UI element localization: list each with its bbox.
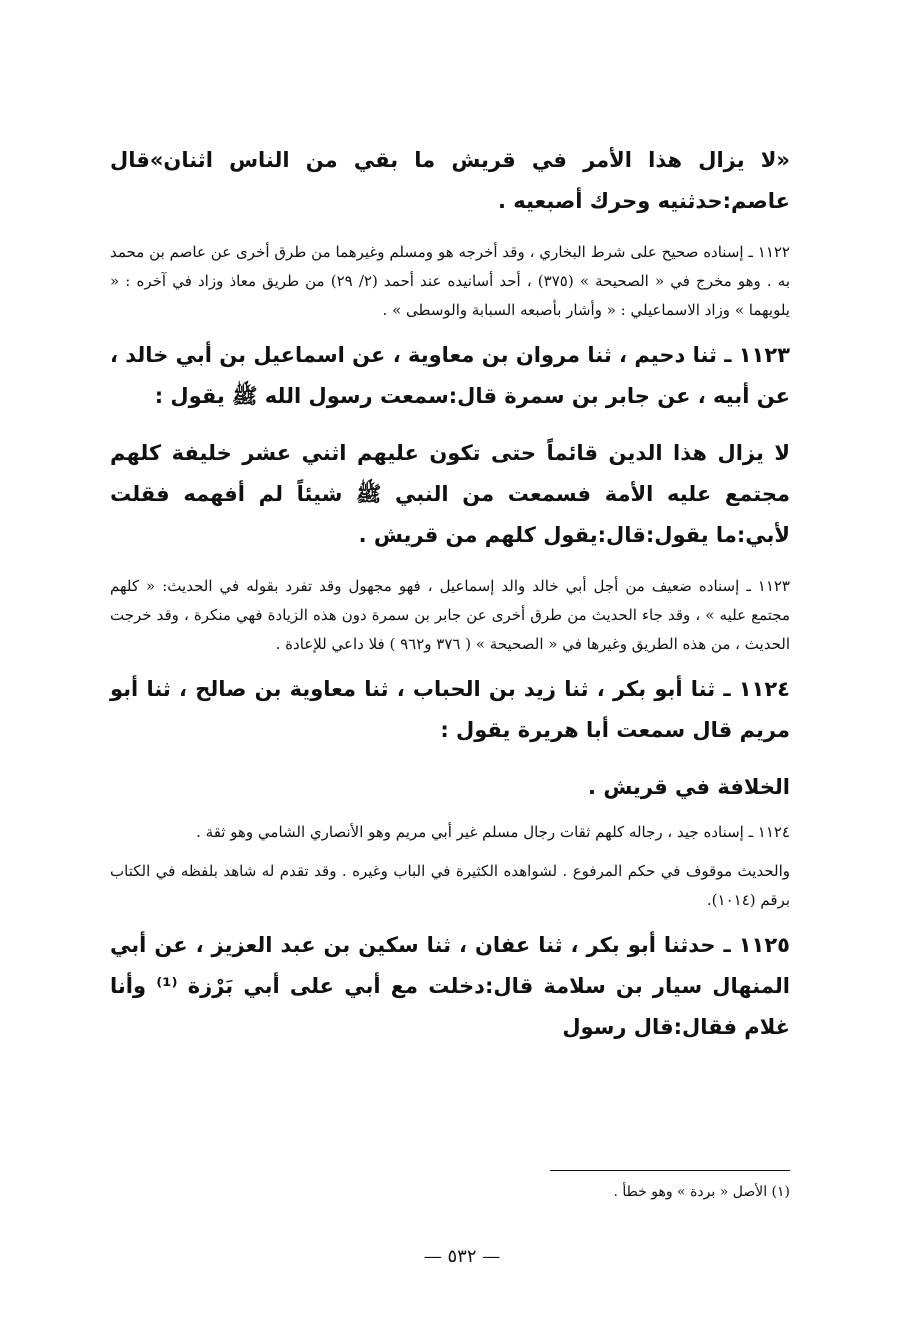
hadith-1124-isnad: ١١٢٤ ـ ثنا أبو بكر ، ثنا زيد بن الحباب ، ثنا معاوية بن صالح ، ثنا أبو مريم قال سمعت أبا هريرة يقول : <box>110 677 790 742</box>
commentary-1124-continued: والحديث موقوف في حكم المرفوع . لشواهده الكثيرة في الباب وغيره . وقد تقدم له شاهد بلفظه في الكتاب برقم (١٠١٤). <box>110 862 790 909</box>
hadith-1123-text: لا يزال هذا الدين قائماً حتى تكون عليهم اثني عشر خليفة كلهم مجتمع عليه الأمة فسمعت من النبي ﷺ شيئاً لم أفهمه فقلت لأبي:ما يقول:قال:يقول كلهم من قريش . <box>110 441 790 547</box>
footnote: (١) الأصل « بردة » وهو خطأ . <box>613 1184 790 1200</box>
page-number: — ٥٣٢ — <box>423 1246 501 1267</box>
commentary-1124: ١١٢٤ ـ إسناده جيد ، رجاله كلهم ثقات رجال مسلم غير أبي مريم وهو الأنصاري الشامي وهو ثقة . <box>196 823 790 841</box>
footnote-divider <box>550 1170 790 1171</box>
hadith-1124-text: الخلافة في قريش . <box>588 775 790 799</box>
commentary-1122: ١١٢٢ ـ إسناده صحيح على شرط البخاري ، وقد أخرجه هو ومسلم وغيرهما من طرق أخرى عن عاصم بن محمد به . وهو مخرج في « الصحيحة » (٣٧٥) ، أحد أسانيده عند أحمد (٢/ ٢٩) من طريق معاذ وزاد في آخره : « يلويهما » وزاد الاسماعيلي : « وأشار بأصبعه السبابة والوسطى » . <box>110 243 790 319</box>
page-body <box>110 140 790 1048</box>
hadith-1123-isnad: ١١٢٣ ـ ثنا دحيم ، ثنا مروان بن معاوية ، عن اسماعيل بن أبي خالد ، عن أبيه ، عن جابر بن سمرة قال:سمعت رسول الله ﷺ يقول : <box>110 343 790 408</box>
commentary-1123: ١١٢٣ ـ إسناده ضعيف من أجل أبي خالد والد إسماعيل ، فهو مجهول وقد تفرد بقوله في الحديث: « كلهم مجتمع عليه » ، وقد جاء الحديث من طرق أخرى عن جابر بن سمرة دون هذه الزيادة فهي منكرة ، وقد خرجت الحديث ، من هذه الطريق وغيرها في « الصحيحة » ( ٣٧٦ و٩٦٢ ) فلا داعي للإعادة . <box>110 577 790 653</box>
hadith-1125-isnad: ١١٢٥ ـ حدثنا أبو بكر ، ثنا عفان ، ثنا سكين بن عبد العزيز ، عن أبي المنهال سيار بن سلامة قال:دخلت مع أبي على أبي بَرْزة ⁽¹⁾ وأنا غلام فقال:قال رسول <box>110 933 790 1039</box>
hadith-text-1121: «لا يزال هذا الأمر في قريش ما بقي من الناس اثنان»قال عاصم:حدثنيه وحرك أصبعيه . <box>110 148 790 213</box>
